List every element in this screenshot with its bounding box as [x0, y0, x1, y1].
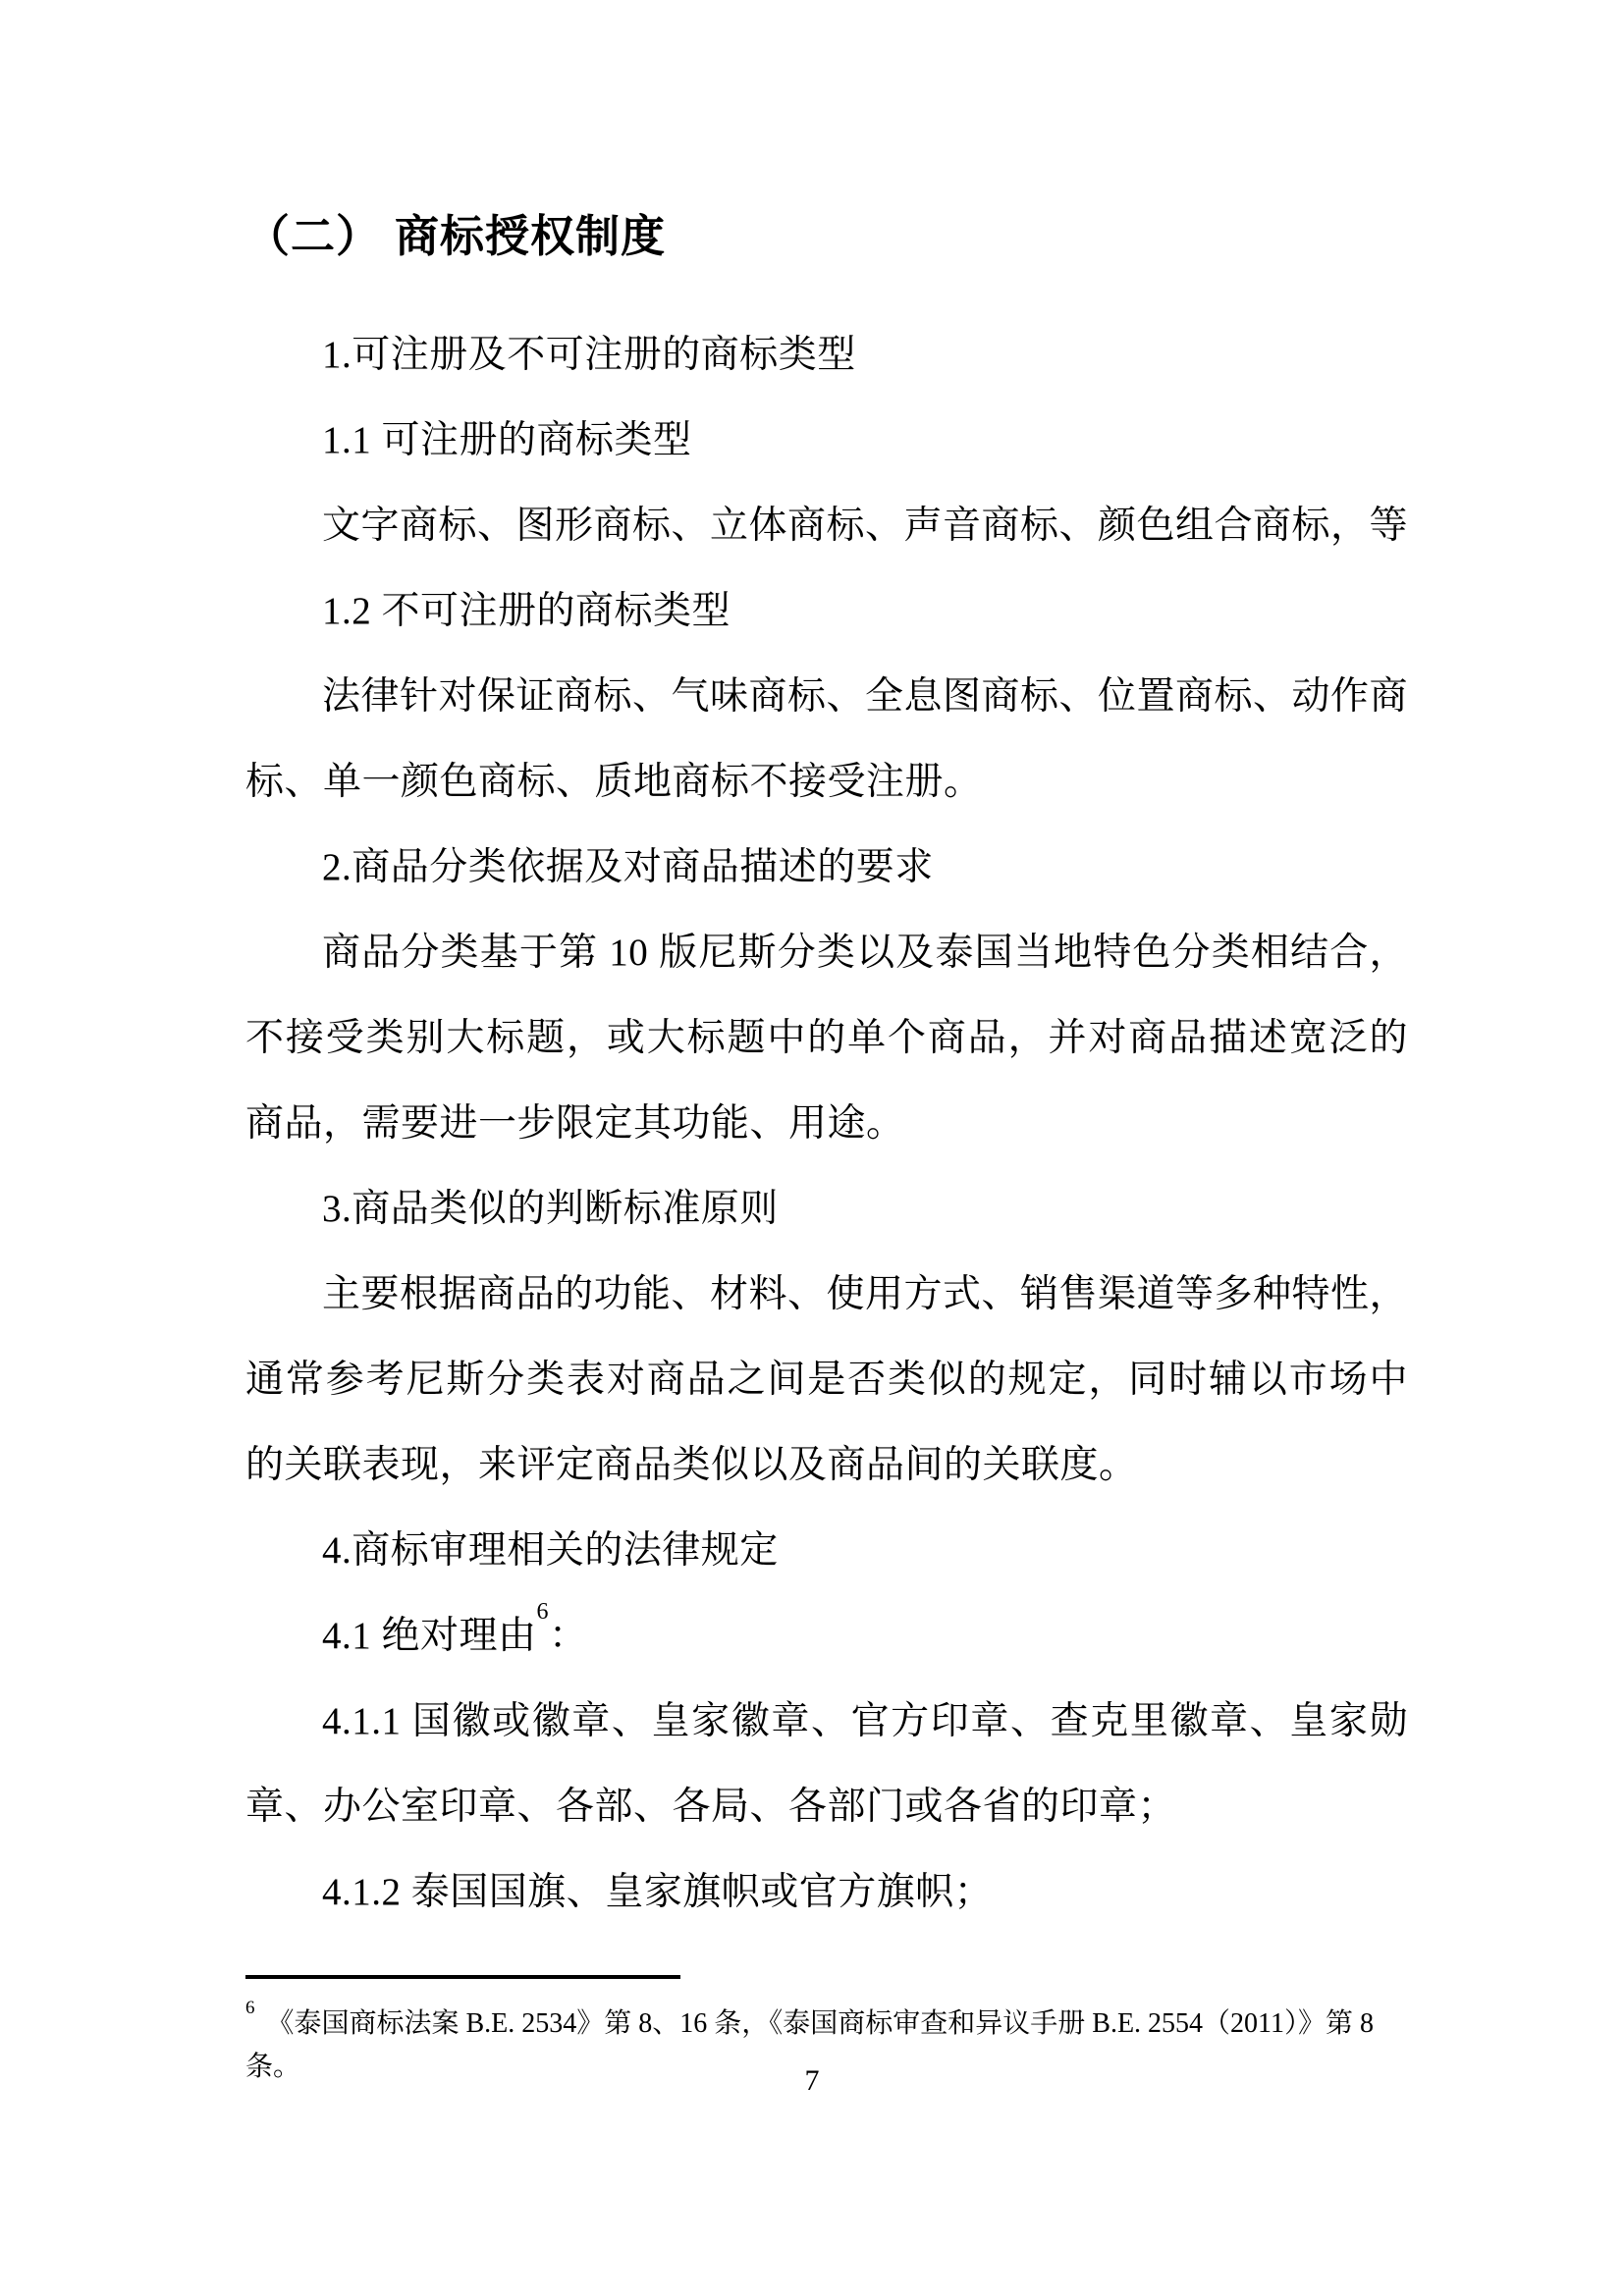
section-title: 商标授权制度	[395, 212, 667, 261]
footnote-reference: 6	[536, 1599, 550, 1625]
section-heading	[245, 208, 1408, 265]
paragraph-text: 4.1 绝对理由	[322, 1615, 537, 1657]
paragraph: 1.1 可注册的商标类型	[322, 419, 692, 461]
paragraph: 1.2 不可注册的商标类型	[322, 590, 731, 632]
paragraph: 4.1.1 国徽或徽章、皇家徽章、官方印章、查克里徽章、皇家勋章、办公室印章、各部、各局、各部门或各省的印章；	[245, 1700, 1408, 1828]
footnote-marker: 6	[245, 1997, 255, 2018]
body-text	[245, 312, 1408, 1935]
paragraph: 2.商品分类依据及对商品描述的要求	[322, 846, 934, 888]
text-block	[245, 208, 1408, 1935]
paragraph: 4.商标审理相关的法律规定	[322, 1529, 779, 1572]
paragraph	[245, 1593, 1408, 1679]
paragraph: 主要根据商品的功能、材料、使用方式、销售渠道等多种特性，通常参考尼斯分类表对商品之间是否类似的规定，同时辅以市场中的关联表现，来评定商品类似以及商品间的关联度。	[245, 1273, 1409, 1486]
paragraph: 商品分类基于第 10 版尼斯分类以及泰国当地特色分类相结合，不接受类别大标题，或大标题中的单个商品，并对商品描述宽泛的商品，需要进一步限定其功能、用途。	[245, 932, 1408, 1145]
footnote-text: 《泰国商标法案 B.E. 2534》第 8、16 条，《泰国商标审查和异议手册 B.E. 2554（2011）》第 8 条。	[245, 2008, 1375, 2082]
paragraph: 1.可注册及不可注册的商标类型	[322, 334, 856, 376]
footnote-separator	[245, 1975, 680, 1979]
paragraph: 法律针对保证商标、气味商标、全息图商标、位置商标、动作商标、单一颜色商标、质地商标不接受注册。	[245, 675, 1409, 803]
paragraph: 文字商标、图形商标、立体商标、声音商标、颜色组合商标，等	[322, 505, 1409, 547]
section-number: （二）	[245, 212, 382, 261]
paragraph: 4.1.2 泰国国旗、皇家旗帜或官方旗帜；	[322, 1871, 994, 1913]
page-number: 7	[804, 2064, 820, 2097]
paragraph-text: ：	[549, 1615, 588, 1657]
paragraph: 3.商品类似的判断标准原则	[322, 1188, 779, 1230]
